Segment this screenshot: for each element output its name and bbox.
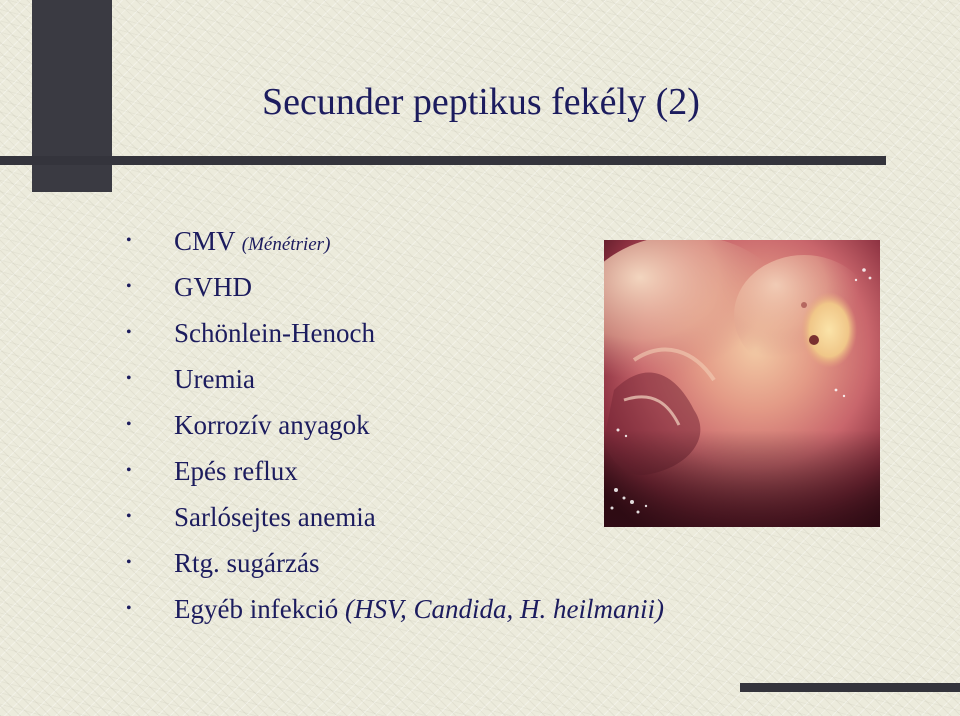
slide-title: Secunder peptikus fekély (2): [262, 81, 700, 123]
bullet-note: (Ménétrier): [241, 234, 331, 255]
bullet-text: Epés reflux: [174, 456, 298, 486]
bullet-item: [126, 540, 846, 586]
bullet-icon: •: [126, 324, 132, 341]
bullet-text: Rtg. sugárzás: [174, 548, 320, 578]
endoscopy-image: [604, 240, 880, 527]
bullet-icon: •: [126, 370, 132, 387]
bullet-note: (HSV, Candida, H. heilmanii): [344, 594, 664, 624]
title-divider: [0, 156, 886, 165]
bullet-icon: •: [126, 278, 132, 295]
bullet-item: [126, 586, 846, 632]
bullet-icon: •: [126, 462, 132, 479]
bullet-text: CMV: [174, 226, 242, 256]
bullet-icon: •: [126, 232, 132, 249]
bullet-icon: •: [126, 508, 132, 525]
bullet-text: GVHD: [174, 272, 252, 302]
bullet-text: Korrozív anyagok: [174, 410, 370, 440]
bullet-text: Schönlein-Henoch: [174, 318, 375, 348]
endoscopy-illustration: [604, 240, 880, 527]
bullet-icon: •: [126, 416, 132, 433]
bullet-text: Uremia: [174, 364, 255, 394]
bullet-icon: •: [126, 600, 132, 617]
bullet-text: Sarlósejtes anemia: [174, 502, 376, 532]
bullet-text: Egyéb infekció: [174, 594, 345, 624]
bullet-icon: •: [126, 554, 132, 571]
footer-divider: [740, 683, 960, 692]
